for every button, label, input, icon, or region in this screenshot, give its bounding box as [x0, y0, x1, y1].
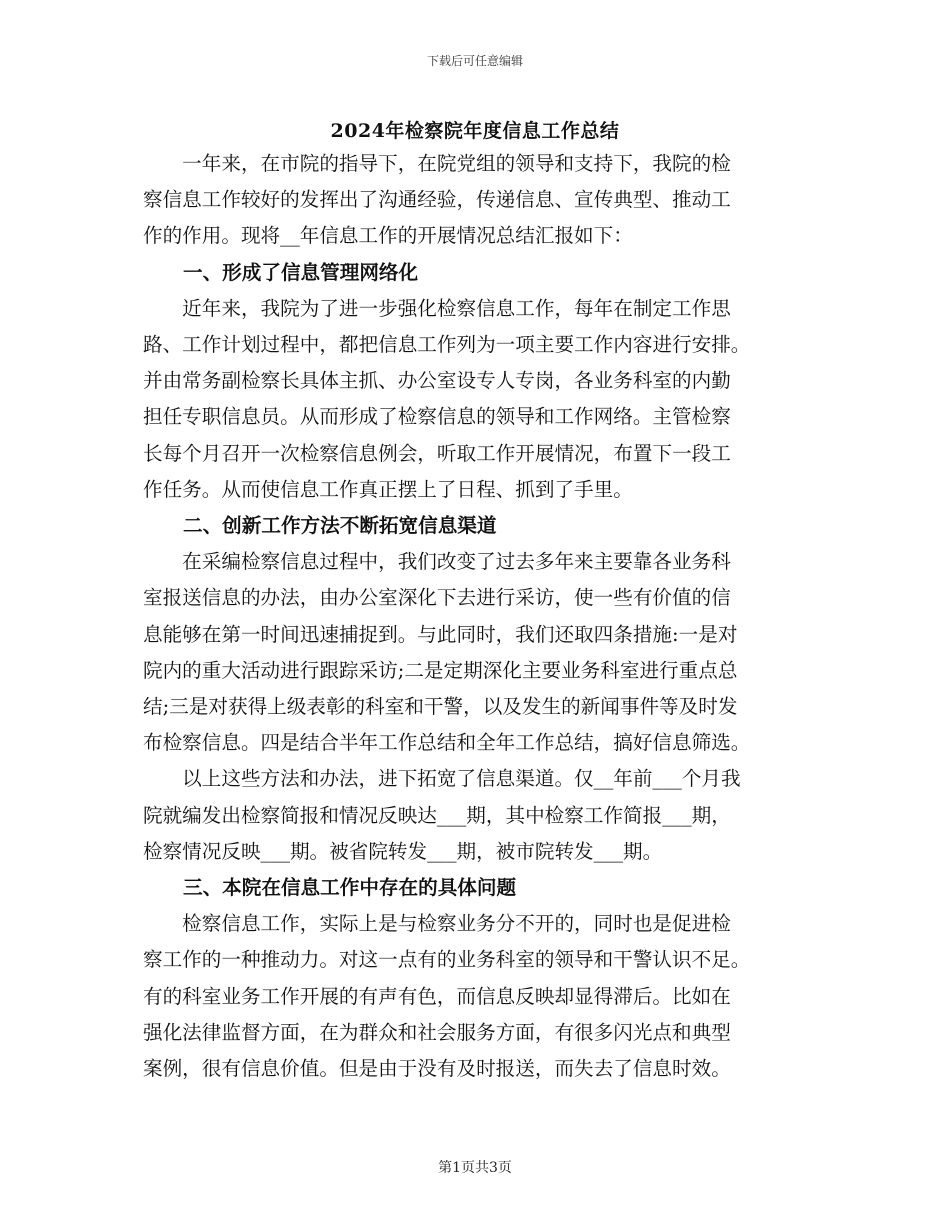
paragraph-line: 布检察信息。四是结合半年工作总结和全年工作总结，搞好信息筛选。 — [143, 731, 751, 755]
paragraph-line: 近年来，我院为了进一步强化检察信息工作，每年在制定工作思 — [143, 296, 731, 320]
header-note: 下载后可任意编辑 — [426, 54, 523, 68]
paragraph-line: 在采编检察信息过程中，我们改变了过去多年来主要靠各业务科 — [143, 550, 731, 574]
paragraph-line: 强化法律监督方面，在为群众和社会服务方面，有很多闪光点和典型 — [143, 1020, 731, 1044]
paragraph-line: 担任专职信息员。从而形成了检察信息的领导和工作网络。主管检察 — [143, 405, 731, 429]
paragraph-line: 并由常务副检察长具体主抓、办公室设专人专岗，各业务科室的内勤 — [143, 369, 731, 393]
paragraph — [143, 146, 803, 255]
paragraph — [143, 291, 803, 508]
paragraph-line: 检察信息工作，实际上是与检察业务分不开的，同时也是促进检 — [143, 912, 731, 936]
paragraph — [143, 544, 803, 761]
paragraph-line: 检察情况反映___期。被省院转发___期，被市院转发___期。 — [143, 839, 663, 863]
paragraph-line: 作的作用。现将__年信息工作的开展情况总结汇报如下： — [143, 224, 633, 248]
paragraph-line: 案例，很有信息价值。但是由于没有及时报送，而失去了信息时效。 — [143, 1057, 731, 1081]
section-heading: 二、创新工作方法不断拓宽信息渠道 — [183, 514, 497, 538]
paragraph-line: 长每个月召开一次检察信息例会，听取工作开展情况，布置下一段工 — [143, 441, 731, 465]
page-footer: 第1页共3页 — [438, 1160, 512, 1176]
paragraph-line: 室报送信息的办法，由办公室深化下去进行采访，使一些有价值的信 — [143, 586, 731, 610]
paragraph-line: 路、工作计划过程中，都把信息工作列为一项主要工作内容进行安排。 — [143, 333, 751, 357]
paragraph — [143, 906, 803, 1087]
section-heading: 三、本院在信息工作中存在的具体问题 — [183, 876, 517, 900]
paragraph-line: 以上这些方法和办法，进下拓宽了信息渠道。仅__年前___个月我 — [143, 767, 741, 791]
paragraph-line: 作任务。从而使信息工作真正摆上了日程、抓到了手里。 — [143, 477, 633, 501]
paragraph-line: 息能够在第一时间迅速捕捉到。与此同时，我们还取四条措施:一是对 — [143, 622, 738, 646]
paragraph-line: 一年来，在市院的指导下，在院党组的领导和支持下，我院的检 — [143, 152, 731, 175]
paragraph-line: 结;三是对获得上级表彰的科室和干警，以及发生的新闻事件等及时发 — [143, 695, 738, 719]
paragraph-line: 有的科室业务工作开展的有声有色，而信息反映却显得滞后。比如在 — [143, 984, 731, 1008]
section-heading: 一、形成了信息管理网络化 — [183, 260, 419, 284]
paragraph-line: 察工作的一种推动力。对这一点有的业务科室的领导和干警认识不足。 — [143, 948, 751, 972]
paragraph — [143, 761, 803, 870]
document-title: 2024年检察院年度信息工作总结 — [330, 120, 620, 142]
document-body — [143, 146, 803, 1087]
paragraph-line: 院内的重大活动进行跟踪采访;二是定期深化主要业务科室进行重点总 — [143, 658, 738, 682]
paragraph-line: 院就编发出检察简报和情况反映达___期，其中检察工作简报___期， — [143, 803, 731, 827]
paragraph-line: 察信息工作较好的发挥出了沟通经验，传递信息、宣传典型、推动工 — [143, 188, 731, 212]
